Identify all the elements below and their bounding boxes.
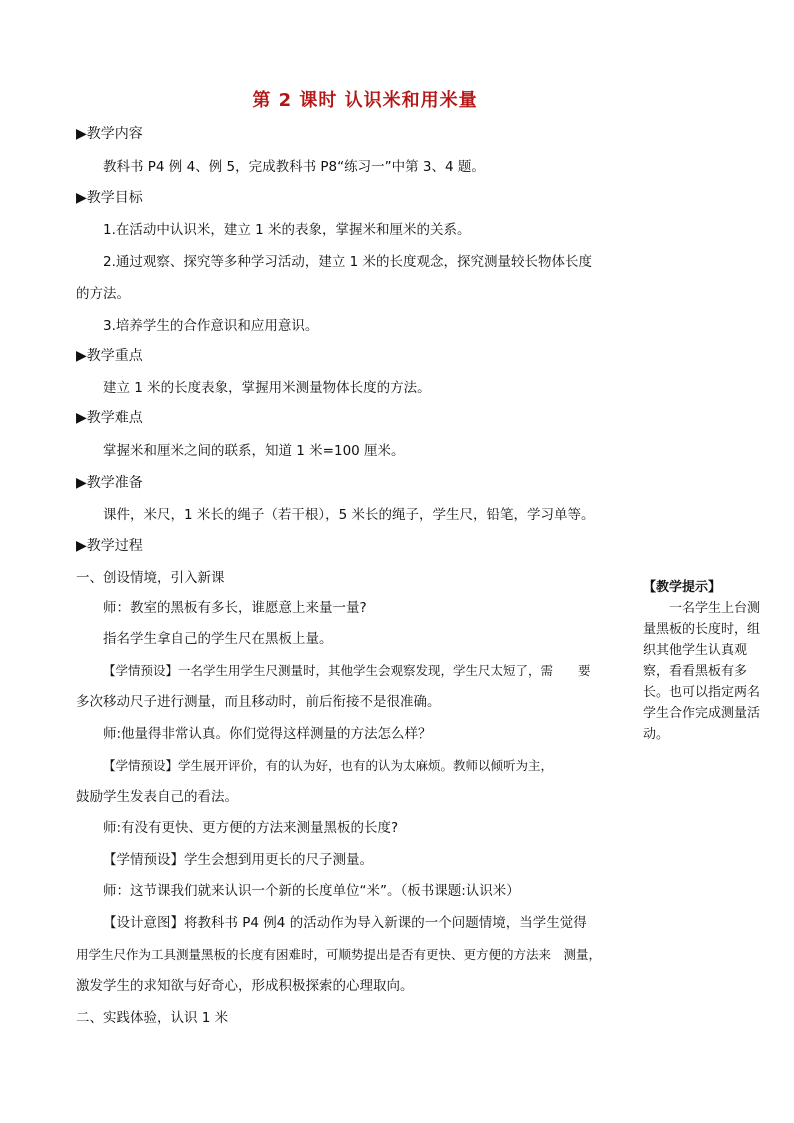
process-paragraph: 师：教室的黑板有多长，谁愿意上来量一量? [103,600,367,616]
sidebar-body: 一名学生上台测量黑板的长度时，组织其他学生认真观察，看看黑板有多长。也可以指定两名学生合作完成测量活动。 [643,601,761,742]
process-paragraph: 激发学生的求知欲与好奇心，形成积极探索的心理取向。 [76,978,414,994]
process-paragraph: 【学情预设】学生展开评价，有的认为好，也有的认为太麻烦。教师以倾听为主， [103,758,554,773]
section-heading-goals: ▶教学目标 [76,190,143,206]
prep-text: 课件，米尺，1 米长的绳子（若干根），5 米长的绳子，学生尺，铅笔，学习单等。 [103,507,595,523]
section-heading-prep: ▶教学准备 [76,475,143,491]
process-paragraph: 用学生尺作为工具测量黑板的长度有困难时，可顺势提出是否有更快、更方便的方法来 测量， [76,947,602,962]
teaching-tip-sidebar [643,577,767,745]
section-heading-difficulty: ▶教学难点 [76,410,143,426]
section-heading-content: ▶教学内容 [76,126,143,142]
goal-2-line-1: 2.通过观察、探究等多种学习活动，建立 1 米的长度观念，探究测量较长物体长度 [103,254,593,270]
process-paragraph: 指名学生拿自己的学生尺在黑板上量。 [103,631,333,647]
process-paragraph: 多次移动尺子进行测量，而且移动时，前后衔接不是很准确。 [76,694,441,710]
goal-2-line-2: 的方法。 [76,286,130,302]
process-paragraph: 鼓励学生发表自己的看法。 [76,789,238,805]
goal-3: 3.培养学生的合作意识和应用意识。 [103,318,319,334]
part-2-heading: 二、实践体验，认识 1 米 [76,1010,229,1026]
content-text: 教科书 P4 例 4、例 5，完成教科书 P8“练习一”中第 3、4 题。 [103,159,485,175]
section-heading-process: ▶教学过程 [76,538,143,554]
process-paragraph: 师:有没有更快、更方便的方法来测量黑板的长度? [103,820,399,836]
section-heading-key: ▶教学重点 [76,348,143,364]
part-1-heading: 一、创设情境，引入新课 [76,570,225,586]
difficulty-text: 掌握米和厘米之间的联系，知道 1 米=100 厘米。 [103,443,405,459]
process-paragraph: 师：这节课我们就来认识一个新的长度单位“米”。（板书课题:认识米） [103,883,520,899]
process-paragraph: 【学情预设】学生会想到用更长的尺子测量。 [103,852,373,868]
process-paragraph: 【设计意图】将教科书 P4 例4 的活动作为导入新课的一个问题情境，当学生觉得 [103,915,587,931]
sidebar-title: 【教学提示】 [643,580,722,595]
goal-1: 1.在活动中认识米，建立 1 米的表象，掌握米和厘米的关系。 [103,222,471,238]
page-title: 第 2 课时 认识米和用米量 [252,90,478,111]
process-paragraph: 【学情预设】一名学生用学生尺测量时，其他学生会观察发现，学生尺太短了，需 要 [103,663,591,678]
key-text: 建立 1 米的长度表象，掌握用米测量物体长度的方法。 [103,380,431,396]
process-paragraph: 师:他量得非常认真。你们觉得这样测量的方法怎么样？ [103,726,432,742]
